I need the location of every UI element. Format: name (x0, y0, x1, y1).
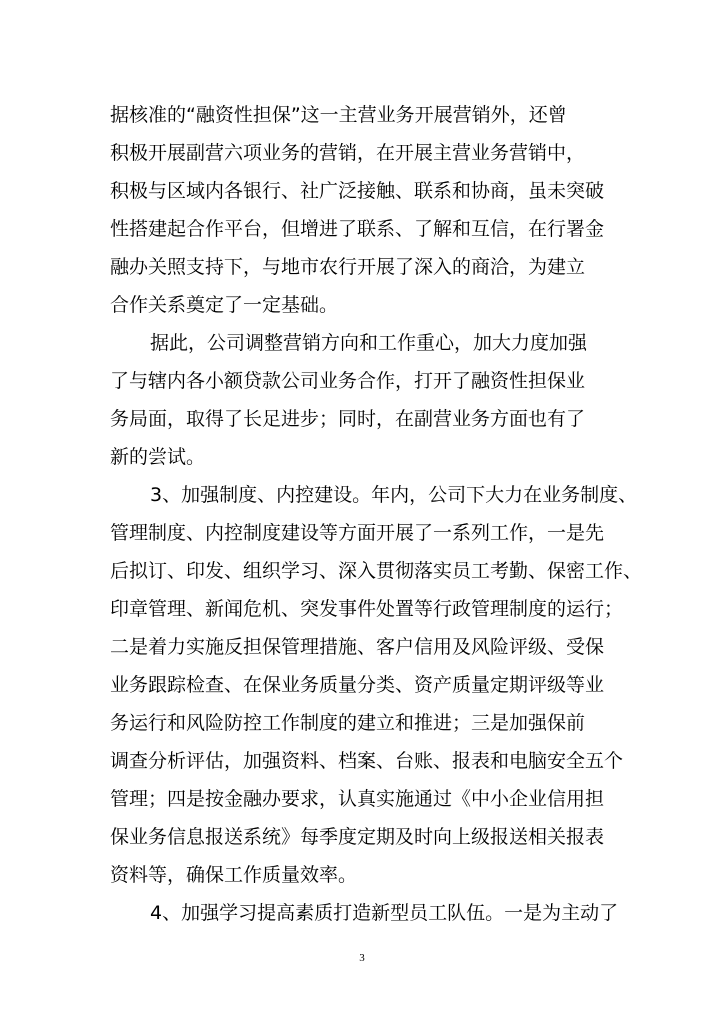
text-line: 新的尝试。 (110, 446, 206, 468)
text-line: 印章管理、新闻危机、突发事件处置等行政管理制度的运行； (110, 598, 624, 620)
text-line: 保业务信息报送系统》每季度定期及时向上级报送相关报表 (110, 826, 605, 848)
text-line: 管理；四是按金融办要求，认真实施通过《中小企业信用担 (110, 788, 605, 810)
text-line: 业务跟踪检查、在保业务质量分类、资产质量定期评级等业 (110, 674, 605, 696)
text-line: 管理制度、内控制度建设等方面开展了一系列工作，一是先 (110, 522, 605, 544)
text-line: 积极与区域内各银行、社广泛接触、联系和协商，虽未突破 (110, 180, 605, 202)
text-line: 资料等，确保工作质量效率。 (110, 864, 358, 886)
text-line: 务局面，取得了长足进步；同时，在副营业务方面也有了 (110, 408, 586, 430)
text-line: 后拟订、印发、组织学习、深入贯彻落实员工考勤、保密工作、 (110, 560, 643, 582)
paragraph-first-line: 3、加强制度、内控建设。年内，公司下大力在业务制度、 (150, 484, 638, 506)
text-line: 据核准的“融资性担保”这一主营业务开展营销外，还曾 (110, 104, 567, 126)
text-line: 务运行和风险防控工作制度的建立和推进；三是加强保前 (110, 712, 586, 734)
paragraph-first-line: 据此，公司调整营销方向和工作重心，加大力度加强 (150, 332, 588, 354)
text-line: 了与辖内各小额贷款公司业务合作，打开了融资性担保业 (110, 370, 586, 392)
text-line: 调查分析评估，加强资料、档案、台账、报表和电脑安全五个 (110, 750, 624, 772)
text-line: 融办关照支持下，与地市农行开展了深入的商洽，为建立 (110, 256, 586, 278)
text-line: 积极开展副营六项业务的营销，在开展主营业务营销中， (110, 142, 586, 164)
paragraph-first-line: 4、加强学习提高素质打造新型员工队伍。一是为主动了 (150, 902, 619, 924)
text-line: 性搭建起合作平台，但增进了联系、了解和互信，在行署金 (110, 218, 605, 240)
text-line: 二是着力实施反担保管理措施、客户信用及风险评级、受保 (110, 636, 605, 658)
page-number: 3 (359, 952, 365, 964)
text-line: 合作关系奠定了一定基础。 (110, 294, 339, 316)
